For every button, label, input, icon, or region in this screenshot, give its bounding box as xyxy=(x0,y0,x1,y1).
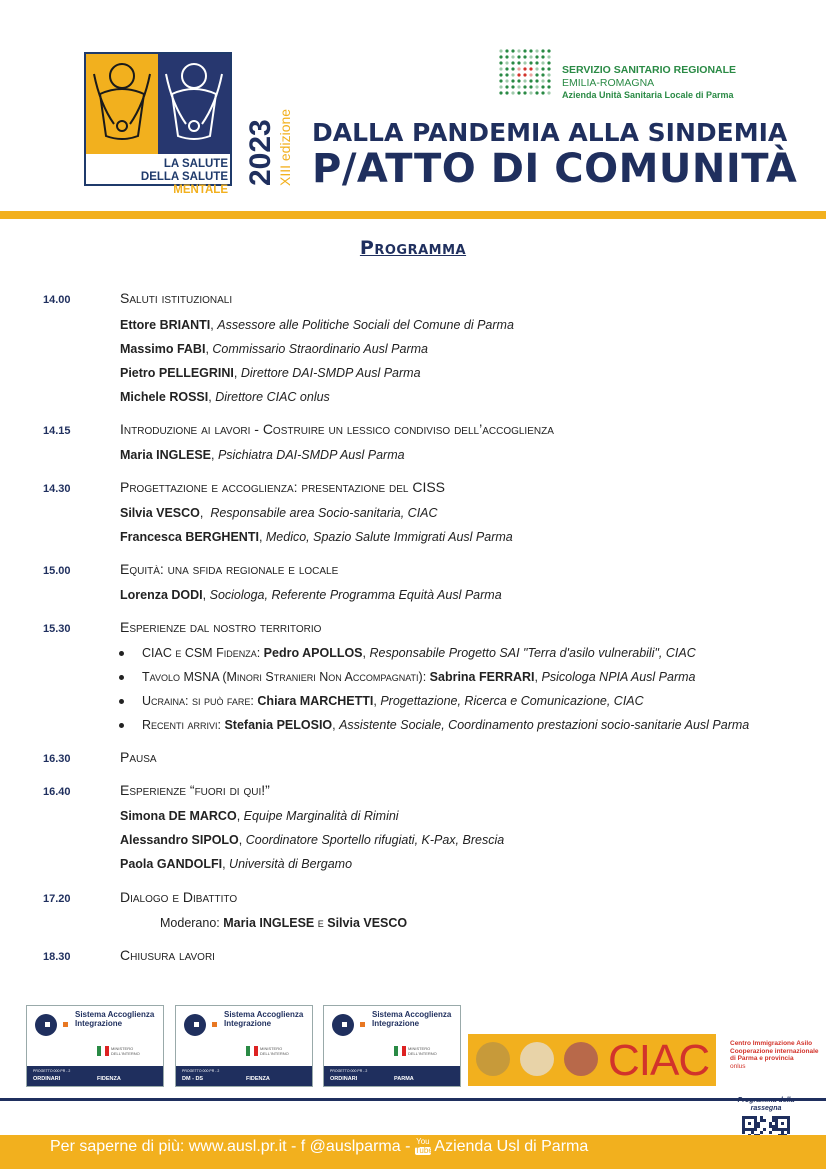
ssr-dot xyxy=(499,67,502,70)
qr-module xyxy=(769,1131,772,1134)
ssr-dot xyxy=(511,49,514,52)
bullet-dot-icon xyxy=(119,651,124,656)
speaker-line: Lorenza DODI, Sociologa, Referente Programma Equità Ausl Parma xyxy=(120,588,502,602)
ssr-dot xyxy=(511,79,514,82)
moderators-label: Moderano: xyxy=(160,916,220,930)
qr-module xyxy=(772,1128,775,1131)
ssr-dot xyxy=(523,67,526,70)
ssr-logo xyxy=(498,48,758,100)
slot-time: 15.00 xyxy=(43,565,71,577)
sai-logo xyxy=(175,1005,313,1087)
slot-time: 14.15 xyxy=(43,425,71,437)
qr-module xyxy=(745,1116,748,1119)
qr-module xyxy=(775,1116,778,1119)
qr-module xyxy=(772,1119,775,1122)
ssr-dot xyxy=(505,55,508,58)
sai-project: PROGETTO 000 PR - 2 xyxy=(33,1069,71,1073)
ciac-side-text: Centro Immigrazione Asilo Cooperazione internazionale di Parma e provincia xyxy=(730,1040,819,1062)
ciac-name: CIAC xyxy=(608,1036,710,1085)
logo-blue-panel xyxy=(158,54,230,154)
ssr-dot xyxy=(505,61,508,64)
ssr-dot xyxy=(547,91,550,94)
qr-module xyxy=(742,1128,745,1131)
speaker-role: Coordinatore Sportello rifugiati, K-Pax, Brescia xyxy=(245,833,505,847)
ciac-description xyxy=(730,1040,822,1070)
speaker-name: Paola GANDOLFI xyxy=(120,857,223,871)
speaker-role: Direttore DAI-SMDP Ausl Parma xyxy=(240,366,421,380)
ssr-dot xyxy=(535,61,538,64)
speaker-line: Massimo FABI, Commissario Straordinario Ausl Parma xyxy=(120,342,428,356)
ssr-line2: EMILIA-ROMAGNA xyxy=(562,77,655,89)
qr-module xyxy=(742,1131,745,1134)
logo-line2-b: MENTALE xyxy=(173,184,228,196)
event-title-line1: DALLA PANDEMIA ALLA SINDEMIA xyxy=(312,118,788,147)
qr-module xyxy=(751,1131,754,1134)
speaker-line: Maria INGLESE, Psichiatra DAI-SMDP Ausl Parma xyxy=(120,448,405,462)
ssr-dot xyxy=(517,79,520,82)
ssr-dot xyxy=(547,49,550,52)
logo-yellow-panel xyxy=(86,54,158,154)
ssr-dot xyxy=(547,79,550,82)
ssr-dot xyxy=(499,49,502,52)
qr-module xyxy=(784,1128,787,1131)
ssr-dot xyxy=(499,79,502,82)
ssr-dot xyxy=(499,85,502,88)
ssr-dot xyxy=(529,55,532,58)
sai-title: Sistema Accoglienza Integrazione xyxy=(372,1010,452,1028)
qr-module xyxy=(751,1128,754,1131)
ssr-dot xyxy=(541,67,544,70)
qr-module xyxy=(778,1128,781,1131)
sai-mark-icon xyxy=(184,1014,206,1036)
ssr-dot xyxy=(541,73,544,76)
sai-dot-icon xyxy=(212,1022,217,1027)
ssr-dot xyxy=(541,61,544,64)
qr-module xyxy=(757,1125,760,1128)
qr-module xyxy=(745,1128,748,1131)
speaker-name: Massimo FABI xyxy=(120,342,206,356)
slot-title: Pausa xyxy=(120,749,157,765)
ssr-dot xyxy=(535,79,538,82)
ssr-dot xyxy=(499,73,502,76)
year-edition-mark xyxy=(244,104,294,188)
logo-line2-a: DELLA SALUTE xyxy=(140,171,228,183)
qr-module xyxy=(781,1131,784,1134)
ssr-dot xyxy=(523,61,526,64)
moderator-name: Maria INGLESE xyxy=(223,916,315,930)
qr-module xyxy=(781,1122,784,1125)
italy-flag-icon xyxy=(394,1046,406,1056)
ssr-dot xyxy=(529,73,532,76)
slot-title: Introduzione ai lavori - Costruire un lessico condiviso dell’accoglienza xyxy=(120,421,554,437)
ssr-dot xyxy=(535,91,538,94)
ssr-dot xyxy=(517,55,520,58)
ssr-dot xyxy=(529,67,532,70)
ssr-dot xyxy=(505,67,508,70)
qr-label: Programma della rassegna xyxy=(737,1097,795,1112)
ssr-dot xyxy=(535,85,538,88)
youtube-icon xyxy=(415,1138,431,1155)
ssr-dot xyxy=(547,61,550,64)
event-title-line2: P/ATTO DI COMUNITÀ xyxy=(312,146,798,192)
speaker-line: Michele ROSSI, Direttore CIAC onlus xyxy=(120,390,330,404)
speaker-line: Ettore BRIANTI, Assessore alle Politiche Sociali del Comune di Parma xyxy=(120,318,514,332)
qr-module xyxy=(787,1119,790,1122)
qr-module xyxy=(769,1122,772,1125)
ssr-dot xyxy=(505,49,508,52)
slot-title: Progettazione e accoglienza: presentazione del CISS xyxy=(120,479,446,495)
program-heading: Programma xyxy=(359,237,467,259)
ciac-photo-3 xyxy=(564,1042,598,1076)
qr-module xyxy=(781,1116,784,1119)
ssr-dot xyxy=(541,91,544,94)
ssr-dot xyxy=(499,61,502,64)
logo-text xyxy=(90,158,228,197)
qr-module xyxy=(763,1119,766,1122)
bullet-dot-icon xyxy=(119,699,124,704)
qr-module xyxy=(751,1116,754,1119)
ssr-dots-icon xyxy=(498,48,554,98)
slot-time: 15.30 xyxy=(43,623,71,635)
qr-module xyxy=(784,1116,787,1119)
qr-module xyxy=(757,1122,760,1125)
qr-module xyxy=(748,1122,751,1125)
speaker-role: Equipe Marginalità di Rimini xyxy=(243,809,399,823)
ssr-line1: SERVIZIO SANITARIO REGIONALE xyxy=(562,64,737,76)
speaker-role: Sociologa, Referente Programma Equità Ausl Parma xyxy=(209,588,502,602)
ssr-dot xyxy=(499,55,502,58)
sai-title: Sistema Accoglienza Integrazione xyxy=(75,1010,155,1028)
speaker-line: Simona DE MARCO, Equipe Marginalità di Rimini xyxy=(120,809,399,823)
qr-module xyxy=(778,1116,781,1119)
figure-right-icon xyxy=(158,54,230,154)
slot-time: 16.40 xyxy=(43,786,71,798)
qr-module xyxy=(742,1116,745,1119)
ssr-dot xyxy=(535,67,538,70)
qr-module xyxy=(781,1128,784,1131)
slot-time: 16.30 xyxy=(43,753,71,765)
speaker-name: Stefania PELOSIO xyxy=(224,718,333,732)
ssr-dot xyxy=(529,85,532,88)
speaker-line: Paola GANDOLFI, Università di Bergamo xyxy=(120,857,353,871)
qr-module xyxy=(742,1125,745,1128)
speaker-name: Michele ROSSI xyxy=(120,390,209,404)
ssr-dot xyxy=(517,49,520,52)
ciac-photo-2 xyxy=(520,1042,554,1076)
ssr-dot xyxy=(541,85,544,88)
qr-module xyxy=(748,1128,751,1131)
ciac-onlus: onlus xyxy=(730,1062,746,1070)
ssr-dot xyxy=(505,91,508,94)
ssr-dot xyxy=(505,73,508,76)
sai-type: ORDINARI xyxy=(33,1076,61,1082)
qr-module xyxy=(787,1128,790,1131)
ssr-dot xyxy=(547,73,550,76)
italy-flag-icon xyxy=(97,1046,109,1056)
slot-title: Dialogo e Dibattito xyxy=(120,889,238,905)
ssr-dot xyxy=(523,85,526,88)
ssr-dot xyxy=(523,55,526,58)
year-text: 2023 xyxy=(244,119,277,186)
ssr-dot xyxy=(547,55,550,58)
speaker-role: Medico, Spazio Salute Immigrati Ausl Parma xyxy=(265,530,513,544)
qr-module xyxy=(748,1116,751,1119)
header-divider xyxy=(0,211,826,219)
bullet-label: Tavolo MSNA (Minori Stranieri Non Accompagnati): xyxy=(142,670,427,684)
italy-flag-icon xyxy=(246,1046,258,1056)
slot-time: 14.30 xyxy=(43,483,71,495)
ssr-dot xyxy=(511,91,514,94)
ssr-dot xyxy=(535,73,538,76)
ssr-dot xyxy=(529,79,532,82)
speaker-line: Silvia VESCO, Responsabile area Socio-sanitaria, CIAC xyxy=(120,506,438,520)
ssr-dot xyxy=(523,79,526,82)
qr-module xyxy=(760,1131,763,1134)
qr-module xyxy=(742,1122,745,1125)
sai-dot-icon xyxy=(360,1022,365,1027)
logo-line2 xyxy=(90,171,228,197)
speaker-name: Chiara MARCHETTI xyxy=(257,694,374,708)
logo-line1: LA SALUTE xyxy=(163,158,228,170)
ciac-logo xyxy=(468,1034,716,1086)
qr-module xyxy=(772,1125,775,1128)
slot-title: Equità: una sfida regionale e locale xyxy=(120,561,339,577)
speaker-role: Direttore CIAC onlus xyxy=(215,390,330,404)
ssr-dot xyxy=(517,85,520,88)
ssr-dot xyxy=(547,67,550,70)
speaker-name: Sabrina FERRARI xyxy=(429,670,535,684)
ciac-photo-1 xyxy=(476,1042,510,1076)
speaker-name: Silvia VESCO xyxy=(120,506,200,520)
speaker-name: Francesca BERGHENTI xyxy=(120,530,259,544)
qr-module xyxy=(760,1116,763,1119)
speaker-name: Lorenza DODI xyxy=(120,588,203,602)
slot-time: 17.20 xyxy=(43,893,71,905)
ssr-dot xyxy=(511,67,514,70)
ssr-dot xyxy=(541,55,544,58)
speaker-name: Maria INGLESE xyxy=(120,448,211,462)
qr-module xyxy=(760,1119,763,1122)
ssr-dot xyxy=(529,49,532,52)
qr-module xyxy=(775,1122,778,1125)
speaker-name: Ettore BRIANTI xyxy=(120,318,211,332)
slot-title: Saluti istituzionali xyxy=(120,290,233,306)
ssr-dot xyxy=(505,79,508,82)
ssr-dot xyxy=(535,55,538,58)
ssr-dot xyxy=(511,61,514,64)
moderator-name: Silvia VESCO xyxy=(327,916,408,930)
qr-module xyxy=(775,1119,778,1122)
ssr-dot xyxy=(529,91,532,94)
speaker-name: Simona DE MARCO xyxy=(120,809,237,823)
ssr-dot xyxy=(511,73,514,76)
ssr-dot xyxy=(517,91,520,94)
bullet-label: Recenti arrivi: xyxy=(142,718,221,732)
ministero-text: MINISTERO DELL'INTERNO xyxy=(111,1046,140,1056)
ssr-dot xyxy=(535,49,538,52)
speaker-role: Responsabile Progetto SAI "Terra d'asilo vulnerabili", CIAC xyxy=(369,646,696,660)
speaker-name: Pietro PELLEGRINI xyxy=(120,366,234,380)
sai-mark-icon xyxy=(332,1014,354,1036)
qr-module xyxy=(763,1128,766,1131)
qr-module xyxy=(775,1125,778,1128)
bullet-dot-icon xyxy=(119,675,124,680)
ssr-dot xyxy=(517,73,520,76)
qr-module xyxy=(754,1125,757,1128)
ssr-dot xyxy=(547,85,550,88)
sai-title: Sistema Accoglienza Integrazione xyxy=(224,1010,304,1028)
ministero-text: MINISTERO DELL'INTERNO xyxy=(408,1046,437,1056)
speaker-role: Responsabile area Socio-sanitaria, CIAC xyxy=(210,506,438,520)
ssr-dot xyxy=(499,91,502,94)
slot-time: 18.30 xyxy=(43,951,71,963)
qr-module xyxy=(772,1116,775,1119)
youtube-tube: Tube xyxy=(414,1146,433,1156)
edition-text: XIII edizione xyxy=(277,108,293,186)
sai-dot-icon xyxy=(63,1022,68,1027)
sai-comune: FIDENZA xyxy=(97,1076,121,1082)
speaker-role: Assistente Sociale, Coordinamento prestazioni socio-sanitarie Ausl Parma xyxy=(339,718,750,732)
speaker-role: Psichiatra DAI-SMDP Ausl Parma xyxy=(217,448,405,462)
ssr-dot xyxy=(511,55,514,58)
speaker-line: Alessandro SIPOLO, Coordinatore Sportello rifugiati, K-Pax, Brescia xyxy=(120,833,505,847)
footer-divider xyxy=(0,1098,826,1101)
bullet-label: Ucraina: si può fare: xyxy=(142,694,254,708)
sai-comune: FIDENZA xyxy=(246,1076,270,1082)
slot-title: Esperienze dal nostro territorio xyxy=(120,619,322,635)
sai-project: PROGETTO 000 PR - 2 xyxy=(182,1069,220,1073)
ssr-line3: Azienda Unità Sanitaria Locale di Parma xyxy=(562,90,734,100)
ssr-dot xyxy=(505,85,508,88)
youtube-you: You xyxy=(416,1137,430,1147)
footer-text-b: Azienda Usl di Parma xyxy=(430,1138,589,1155)
speaker-role: Progettazione, Ricerca e Comunicazione, CIAC xyxy=(380,694,644,708)
qr-module xyxy=(787,1122,790,1125)
sai-logo xyxy=(323,1005,461,1087)
ssr-dot xyxy=(511,85,514,88)
qr-module xyxy=(775,1128,778,1131)
salute-mentale-logo xyxy=(84,52,232,196)
ssr-dot xyxy=(517,67,520,70)
qr-module xyxy=(754,1122,757,1125)
ssr-dot xyxy=(523,49,526,52)
bullet-label: CIAC e CSM Fidenza: xyxy=(142,646,261,660)
speaker-role: Psicologa NPIA Ausl Parma xyxy=(541,670,696,684)
footer-text-a: Per saperne di più: www.ausl.pr.it - f @auslparma - xyxy=(50,1138,415,1155)
speaker-name: Pedro APOLLOS xyxy=(263,646,363,660)
qr-module xyxy=(754,1116,757,1119)
sai-logo xyxy=(26,1005,164,1087)
qr-module xyxy=(787,1131,790,1134)
sai-type: DM - DS xyxy=(182,1076,204,1082)
qr-module xyxy=(754,1128,757,1131)
ssr-dot xyxy=(523,73,526,76)
speaker-role: Università di Bergamo xyxy=(229,857,353,871)
footer-text xyxy=(50,1138,588,1156)
speaker-role: Commissario Straordinario Ausl Parma xyxy=(212,342,428,356)
speaker-role: Assessore alle Politiche Sociali del Comune di Parma xyxy=(217,318,514,332)
sai-mark-icon xyxy=(35,1014,57,1036)
ssr-dot xyxy=(529,61,532,64)
sai-comune: PARMA xyxy=(394,1076,414,1082)
speaker-line: Pietro PELLEGRINI, Direttore DAI-SMDP Ausl Parma xyxy=(120,366,421,380)
qr-module xyxy=(754,1119,757,1122)
sai-type: ORDINARI xyxy=(330,1076,358,1082)
ssr-dot xyxy=(523,91,526,94)
slot-title: Chiusura lavori xyxy=(120,947,215,963)
ministero-text: MINISTERO DELL'INTERNO xyxy=(260,1046,289,1056)
ssr-dot xyxy=(517,61,520,64)
qr-module xyxy=(769,1125,772,1128)
sai-project: PROGETTO 000 PR - 2 xyxy=(330,1069,368,1073)
qr-module xyxy=(787,1125,790,1128)
qr-module xyxy=(742,1119,745,1122)
speaker-line: Francesca BERGHENTI, Medico, Spazio Salute Immigrati Ausl Parma xyxy=(120,530,513,544)
slot-time: 14.00 xyxy=(43,294,71,306)
figure-left-icon xyxy=(86,54,158,154)
slot-title: Esperienze “fuori di qui!” xyxy=(120,782,270,798)
qr-module xyxy=(787,1116,790,1119)
ssr-dot xyxy=(541,79,544,82)
ssr-dot xyxy=(541,49,544,52)
bullet-dot-icon xyxy=(119,723,124,728)
moderators-line xyxy=(160,916,407,930)
moderators-and: e xyxy=(317,916,324,930)
speaker-name: Alessandro SIPOLO xyxy=(120,833,239,847)
